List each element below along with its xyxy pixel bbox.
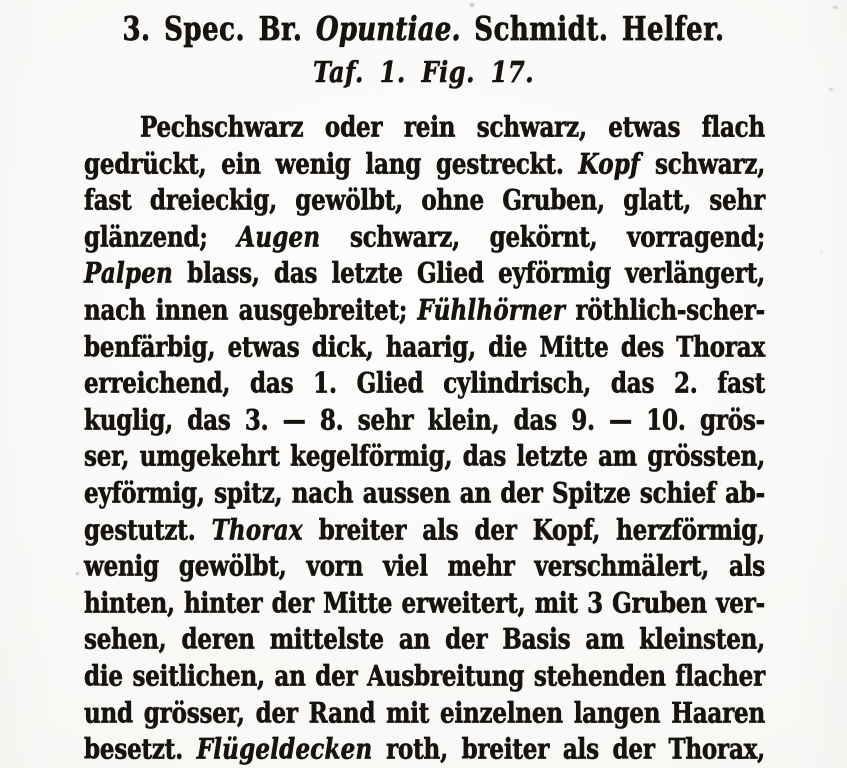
text-run: röthlich-scher- [565,294,765,327]
text-run: besetzt. [84,733,197,766]
text-run: ser, umgekehrt kegelförmig, das letzte am grössten, [84,440,765,473]
text-run: breiter als der Kopf, herzförmig, [302,513,765,547]
text-run: blass, das letzte Glied eyförmig verlängert, [172,257,765,290]
text-run: gestutzt. [84,513,212,547]
italic-term: Kopf [578,147,641,181]
text-run: schwarz, [640,147,766,181]
text-run: gedrückt, ein wenig lang gestreckt. [84,147,579,181]
italic-term: Flügeldecken [196,733,373,766]
text-run: benfärbig, etwas dick, haarig, die Mitte des Thorax [84,330,765,364]
scan-speck [820,250,823,253]
scan-speck [76,572,79,575]
scan-speck [833,6,838,9]
text-run: sehen, deren mittelste an der Basis am kleinsten, [84,623,765,656]
text-run: erreichend, das 1. Glied cylindrisch, das 2. fast [84,367,765,400]
text-run: und grösser, der Rand mit einzelnen langen Haaren [84,696,765,730]
plate-figure-reference: Taf. 1. Fig. 17. [312,54,535,90]
section-heading [0,5,847,55]
italic-term: Fühlhörner [417,294,566,327]
italic-term: Augen [237,220,321,254]
italic-term: Palpen [84,257,173,290]
text-run: schwarz, gekörnt, vorragend; [320,220,765,254]
text-run: wenig gewölbt, vorn viel mehr verschmälert, als [84,550,765,583]
paragraph [84,110,765,768]
text-run: 3. Spec. Br. [122,11,316,49]
italic-term: Thorax [211,513,303,547]
text-run: roth, breiter als der Thorax, [372,733,765,766]
text-run: nach innen ausgebreitet; [84,294,418,327]
text-run: eyförmig, spitz, nach aussen an der Spitze schief ab- [84,477,765,510]
text-run: kuglig, das 3. — 8. sehr klein, das 9. — 10. grös- [84,403,765,437]
scan-speck [470,3,474,7]
text-run: glänzend; [84,220,238,254]
text-run: Pechschwarz oder rein schwarz, etwas flach [140,111,765,144]
text-line [84,728,765,768]
text-run: die seitlichen, an der Ausbreitung stehenden flacher [84,660,765,693]
scan-speck [829,88,833,91]
text-run: hinten, hinter der Mitte erweitert, mit 3 Gruben ver- [84,586,765,620]
italic-term: Opuntiae. [315,11,461,49]
text-run: Schmidt. Helfer. [460,11,725,49]
text-run: fast dreieckig, gewölbt, ohne Gruben, glatt, sehr [84,184,765,217]
